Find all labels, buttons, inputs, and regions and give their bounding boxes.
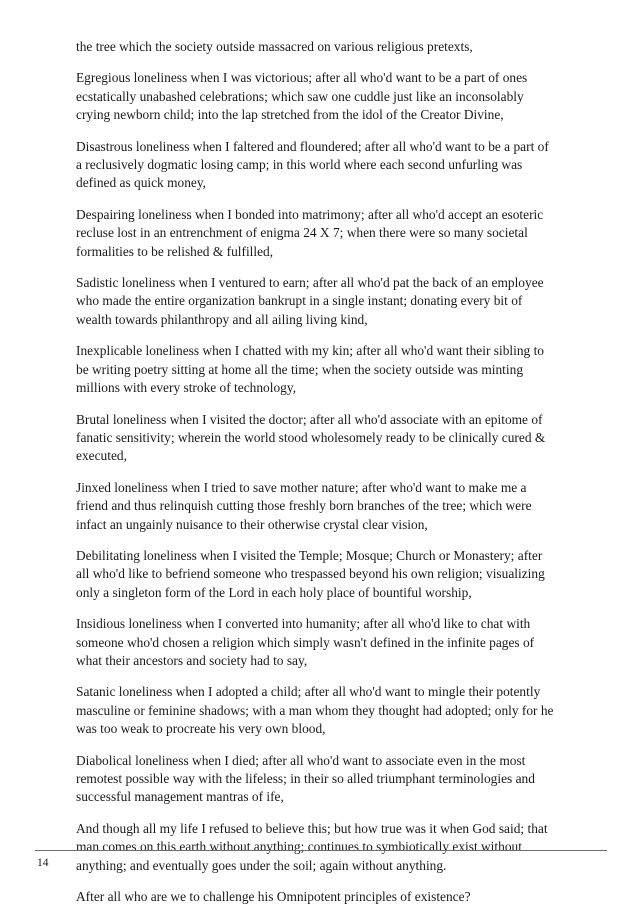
paragraph-line: crying newborn child; into the lap stretched from the idol of the Creator Divine,: [76, 107, 504, 123]
paragraph-line: all who'd like to befriend someone who trespassed beyond his own religion; visualizing: [76, 566, 545, 582]
paragraph: [76, 752, 596, 807]
paragraph-line: executed,: [76, 448, 127, 464]
paragraph-line: After all who are we to challenge his Omnipotent principles of existence?: [76, 889, 471, 905]
paragraph-line: Sadistic loneliness when I ventured to earn; after all who'd pat the back of an employee: [76, 275, 544, 291]
paragraph-line: infact an ungainly nuisance to their otherwise crystal clear vision,: [76, 516, 428, 532]
paragraph-line: remotest possible way with the lifeless; in their so alled triumphant terminologies and: [76, 771, 535, 786]
paragraph: [76, 69, 596, 124]
paragraph: [76, 479, 596, 534]
paragraph-line: Jinxed loneliness when I tried to save mother nature; after who'd want to make me a: [76, 479, 527, 495]
paragraph-line: man comes on this earth without anything; continues to symbiotically exist without: [76, 839, 522, 855]
paragraph-line: Satanic loneliness when I adopted a child; after all who'd want to mingle their potently: [76, 684, 541, 700]
paragraph: [76, 615, 596, 670]
paragraph-line: be writing poetry sitting at home all the time; when the society outside was minting: [76, 361, 524, 377]
paragraph-line: Diabolical loneliness when I died; after all who'd want to associate even in the most: [76, 752, 526, 768]
paragraph: [76, 888, 596, 906]
paragraph: [76, 411, 596, 466]
paragraph-line: what their ancestors and society had to say,: [76, 652, 308, 668]
paragraph: [76, 820, 596, 875]
paragraph-line: successful management mantras of ife,: [76, 789, 284, 805]
paragraph-line: ecstatically unabashed celebrations; which saw one cuddle just like an inconsolably: [76, 88, 524, 104]
footer-divider: [35, 850, 607, 851]
paragraph: [76, 683, 596, 738]
paragraph-line: fanatic sensitivity; wherein the world stood wholesomely ready to be clinically cured &: [76, 429, 546, 445]
document-body: [76, 38, 596, 919]
paragraph-line: recluse lost in an entrenchment of enigma 24 X 7; when there were so many societal: [76, 225, 528, 241]
paragraph: [76, 206, 596, 261]
paragraph-line: Despairing loneliness when I bonded into matrimony; after all who'd accept an esoteric: [76, 206, 544, 222]
paragraph-line: was too weak to procreate his very own blood,: [76, 721, 326, 737]
paragraph-line: someone who'd chosen a religion which simply wasn't defined in the infinite pages of: [76, 634, 535, 650]
paragraph: [76, 547, 596, 602]
paragraph-line: masculine or feminine shadows; with a man whom they thought had adopted; only for he: [76, 702, 554, 718]
page-number: 14: [37, 857, 49, 869]
paragraph-line: millions with every stroke of technology,: [76, 380, 297, 396]
paragraph-line: anything; and eventually goes under the soil; again without anything.: [76, 857, 447, 873]
paragraph-line: who made the entire organization bankrupt in a single instant; donating every bit of: [76, 293, 523, 309]
paragraph: [76, 138, 596, 193]
paragraph-line: formalities to be relished & fulfilled,: [76, 243, 274, 259]
paragraph-line: defined as quick money,: [76, 175, 207, 191]
paragraph: [76, 274, 596, 329]
paragraph-list: [76, 69, 596, 906]
paragraph: [76, 342, 596, 397]
paragraph-line: only a singleton form of the Lord in each holy place of bountiful worship,: [76, 584, 472, 600]
paragraph-line: Brutal loneliness when I visited the doctor; after all who'd associate with an epitome of: [76, 411, 543, 427]
paragraph-line: wealth towards philanthropy and all ailing living kind,: [76, 311, 368, 327]
paragraph-line: Debilitating loneliness when I visited the Temple; Mosque; Church or Monastery; after: [76, 547, 543, 563]
paragraph-line: Egregious loneliness when I was victorious; after all who'd want to be a part of ones: [76, 70, 528, 86]
paragraph-line: friend and thus relinquish cutting those freshly born branches of the tree; which were: [76, 498, 532, 514]
paragraph-line: And though all my life I refused to believe this; but how true was it when God said; that: [76, 820, 548, 836]
opening-line: the tree which the society outside massacred on various religious pretexts,: [76, 39, 473, 54]
paragraph-line: Inexplicable loneliness when I chatted with my kin; after all who'd want their sibling to: [76, 343, 544, 359]
paragraph-line: a reclusively dogmatic losing camp; in this world where each second unfurling was: [76, 157, 523, 173]
paragraph-line: Insidious loneliness when I converted into humanity; after all who'd like to chat with: [76, 616, 531, 632]
paragraph-line: Disastrous loneliness when I faltered and floundered; after all who'd want to be a part of: [76, 138, 549, 154]
